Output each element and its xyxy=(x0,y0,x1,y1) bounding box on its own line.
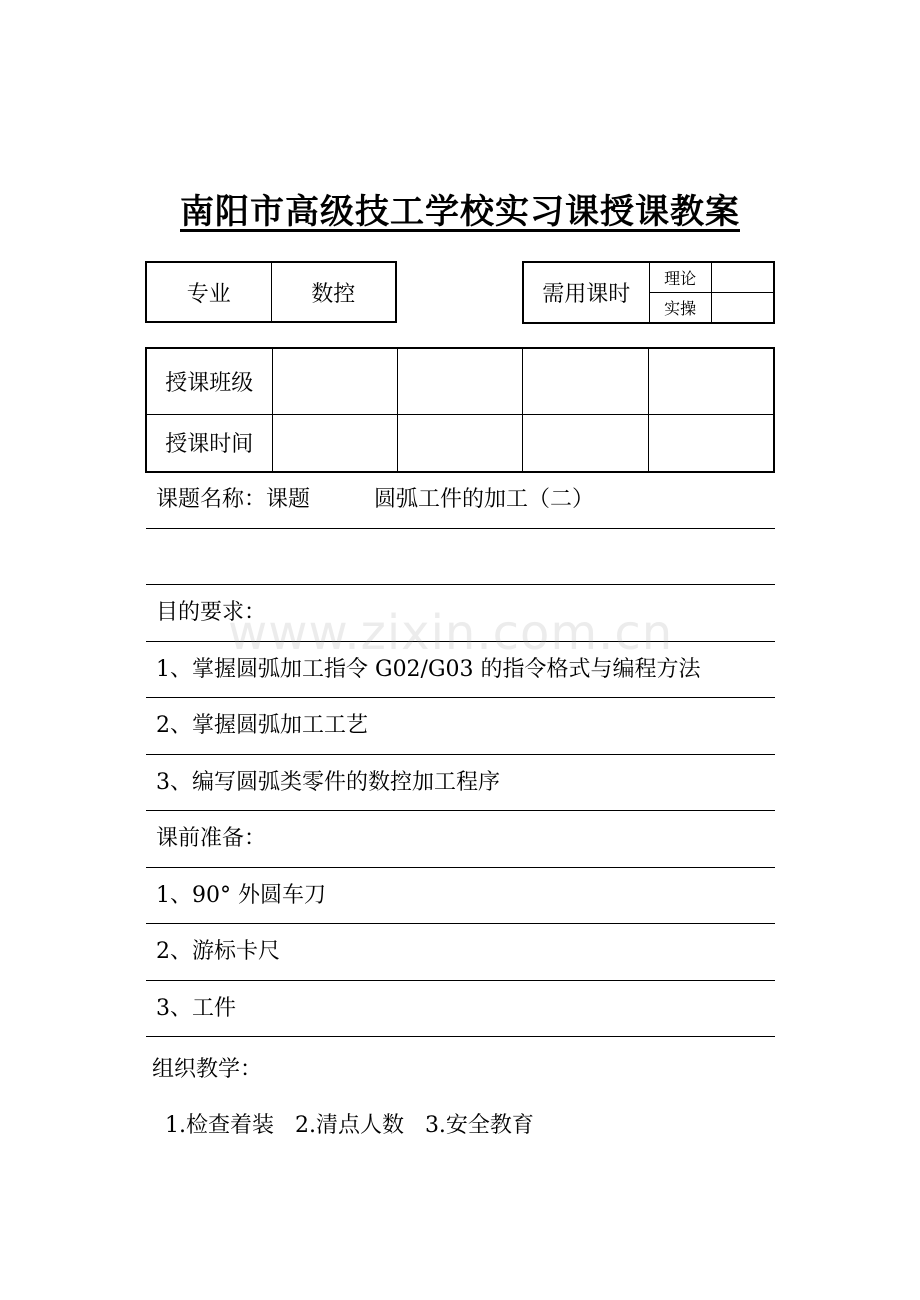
objective-item: 2、掌握圆弧加工工艺 xyxy=(146,698,775,755)
practice-value xyxy=(711,293,774,324)
time-cell xyxy=(272,414,397,472)
hours-label: 需用课时 xyxy=(523,262,649,323)
blank-row xyxy=(146,529,775,586)
topic-row xyxy=(146,472,775,529)
major-label: 专业 xyxy=(146,262,271,322)
organization-label: 组织教学： xyxy=(152,1057,263,1082)
class-time-table xyxy=(145,347,775,473)
topic-label: 课题名称：课题 xyxy=(156,487,311,512)
preparation-item: 2、游标卡尺 xyxy=(146,924,775,981)
time-cell xyxy=(397,414,522,472)
theory-value xyxy=(711,262,774,293)
organization-items: 1.检查着装 2.清点人数 3.安全教育 xyxy=(165,1113,534,1138)
practice-label: 实操 xyxy=(649,293,711,324)
major-value: 数控 xyxy=(271,262,396,322)
class-cell xyxy=(397,348,522,414)
preparation-item: 1、90° 外圆车刀 xyxy=(146,868,775,925)
class-label: 授课班级 xyxy=(146,348,272,414)
class-cell xyxy=(272,348,397,414)
time-cell xyxy=(523,414,648,472)
objective-item: 3、编写圆弧类零件的数控加工程序 xyxy=(146,755,775,812)
lesson-body xyxy=(146,472,775,1037)
preparation-label: 课前准备： xyxy=(146,811,775,868)
preparation-item: 3、工件 xyxy=(146,981,775,1038)
time-label: 授课时间 xyxy=(146,414,272,472)
time-cell xyxy=(648,414,774,472)
objective-item: 1、掌握圆弧加工指令 G02/G03 的指令格式与编程方法 xyxy=(146,642,775,699)
objectives-label: 目的要求： xyxy=(146,585,775,642)
hours-table xyxy=(522,261,775,324)
class-cell xyxy=(523,348,648,414)
watermark: www.zixin.com.cn xyxy=(228,605,674,661)
major-table xyxy=(145,261,397,323)
topic-value: 圆弧工件的加工（二） xyxy=(374,487,595,512)
document-title: 南阳市高级技工学校实习课授课教案 xyxy=(180,192,740,232)
theory-label: 理论 xyxy=(649,262,711,293)
class-cell xyxy=(648,348,774,414)
